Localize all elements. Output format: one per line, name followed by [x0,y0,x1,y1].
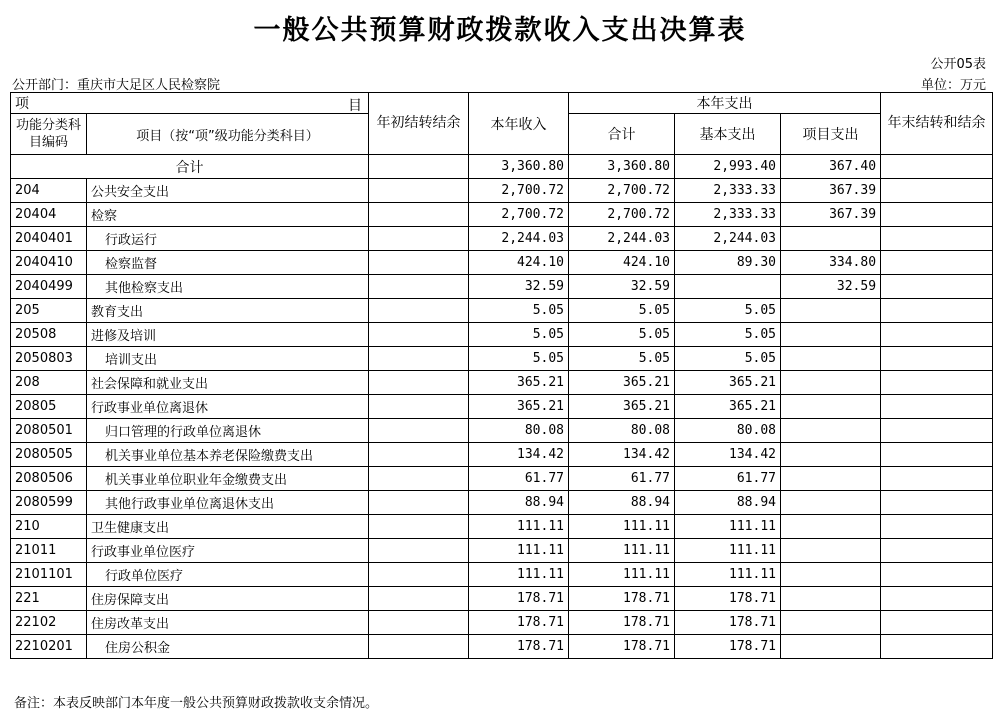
row-code: 2210201 [11,635,87,659]
row-end [881,419,993,443]
row-basic: 61.77 [675,467,781,491]
row-project: 32.59 [781,275,881,299]
row-basic: 2,333.33 [675,179,781,203]
row-project [781,539,881,563]
row-code: 204 [11,179,87,203]
row-basic: 365.21 [675,395,781,419]
row-name: 行政事业单位离退休 [87,395,369,419]
table-row [11,491,993,515]
row-total: 88.94 [569,491,675,515]
row-project [781,323,881,347]
department-label: 公开部门：重庆市大足区人民检察院 [12,78,221,93]
row-code: 20404 [11,203,87,227]
row-end [881,467,993,491]
row-end [881,275,993,299]
row-basic: 5.05 [675,323,781,347]
row-total: 80.08 [569,419,675,443]
row-basic: 2,333.33 [675,203,781,227]
table-row [11,635,993,659]
row-code: 21011 [11,539,87,563]
row-begin [369,515,469,539]
table-row [11,539,993,563]
total-income: 3,360.80 [469,155,569,179]
row-total: 2,700.72 [569,203,675,227]
row-begin [369,227,469,251]
header-project: 项目支出 [781,114,881,155]
row-income: 178.71 [469,635,569,659]
row-total: 111.11 [569,539,675,563]
table-row [11,203,993,227]
row-income: 5.05 [469,347,569,371]
row-begin [369,347,469,371]
table-row [11,371,993,395]
row-income: 2,700.72 [469,179,569,203]
row-name: 住房改革支出 [87,611,369,635]
table-row [11,179,993,203]
header-name: 项目（按“项”级功能分类科目） [87,114,369,155]
total-begin [369,155,469,179]
row-begin [369,323,469,347]
row-project [781,467,881,491]
row-total: 178.71 [569,635,675,659]
row-name: 检察监督 [87,251,369,275]
table-row [11,251,993,275]
row-project [781,347,881,371]
row-code: 22102 [11,611,87,635]
row-income: 88.94 [469,491,569,515]
row-name: 教育支出 [87,299,369,323]
row-basic: 365.21 [675,371,781,395]
row-project [781,635,881,659]
table-row [11,443,993,467]
row-project: 334.80 [781,251,881,275]
header-code: 功能分类科目编码 [11,114,87,155]
row-project [781,395,881,419]
row-name: 卫生健康支出 [87,515,369,539]
row-end [881,347,993,371]
row-name: 公共安全支出 [87,179,369,203]
row-total: 5.05 [569,323,675,347]
table-row [11,299,993,323]
row-basic: 80.08 [675,419,781,443]
unit-label: 单位：万元 [920,78,986,93]
row-end [881,323,993,347]
row-project [781,491,881,515]
row-income: 80.08 [469,419,569,443]
row-end [881,443,993,467]
header-end-balance: 年末结转和结余 [881,93,993,155]
row-total: 424.10 [569,251,675,275]
total-label: 合计 [11,155,369,179]
row-begin [369,251,469,275]
row-basic: 178.71 [675,635,781,659]
row-name: 其他检察支出 [87,275,369,299]
row-code: 2080505 [11,443,87,467]
row-name: 住房公积金 [87,635,369,659]
row-total: 111.11 [569,563,675,587]
row-income: 32.59 [469,275,569,299]
header-item: 项 [15,96,29,112]
row-name: 检察 [87,203,369,227]
row-code: 2040499 [11,275,87,299]
row-income: 5.05 [469,323,569,347]
table-row [11,563,993,587]
header-expenditure: 本年支出 [569,93,881,114]
row-project: 367.39 [781,203,881,227]
row-end [881,611,993,635]
row-name: 行政单位医疗 [87,563,369,587]
row-basic: 5.05 [675,347,781,371]
header-item-right: 目 [348,98,362,114]
row-income: 178.71 [469,587,569,611]
row-project [781,443,881,467]
row-name: 住房保障支出 [87,587,369,611]
row-income: 111.11 [469,539,569,563]
row-code: 2080599 [11,491,87,515]
header-row-1 [11,93,993,114]
row-basic [675,275,781,299]
row-end [881,299,993,323]
row-basic: 134.42 [675,443,781,467]
row-begin [369,563,469,587]
row-project [781,371,881,395]
table-row [11,275,993,299]
row-end [881,203,993,227]
page-title: 一般公共预算财政拨款收入支出决算表 [253,15,747,46]
row-begin [369,635,469,659]
row-income: 61.77 [469,467,569,491]
row-project [781,515,881,539]
table-row [11,395,993,419]
row-total: 5.05 [569,299,675,323]
table-row [11,323,993,347]
row-total: 365.21 [569,395,675,419]
row-income: 5.05 [469,299,569,323]
row-basic: 111.11 [675,515,781,539]
row-basic: 2,244.03 [675,227,781,251]
row-code: 210 [11,515,87,539]
row-basic: 111.11 [675,563,781,587]
total-row [11,155,993,179]
row-code: 205 [11,299,87,323]
row-end [881,587,993,611]
row-end [881,395,993,419]
form-code-line [10,50,990,70]
row-begin [369,443,469,467]
row-name: 其他行政事业单位离退休支出 [87,491,369,515]
row-project [781,299,881,323]
row-begin [369,275,469,299]
row-end [881,371,993,395]
table-row [11,611,993,635]
row-name: 进修及培训 [87,323,369,347]
row-total: 5.05 [569,347,675,371]
row-begin [369,395,469,419]
row-code: 208 [11,371,87,395]
row-income: 111.11 [469,563,569,587]
total-basic: 2,993.40 [675,155,781,179]
row-begin [369,611,469,635]
row-code: 2040410 [11,251,87,275]
row-code: 2101101 [11,563,87,587]
row-code: 2080506 [11,467,87,491]
footer-note: 备注：本表反映部门本年度一般公共预算财政拨款收支余情况。 [14,696,379,711]
row-name: 行政事业单位医疗 [87,539,369,563]
row-begin [369,419,469,443]
row-income: 424.10 [469,251,569,275]
row-end [881,563,993,587]
row-end [881,491,993,515]
header-total: 合计 [569,114,675,155]
table-row [11,515,993,539]
table-row [11,419,993,443]
row-begin [369,203,469,227]
row-name: 归口管理的行政单位离退休 [87,419,369,443]
row-code: 20508 [11,323,87,347]
total-end [881,155,993,179]
row-basic: 111.11 [675,539,781,563]
header-item-cell [11,93,369,114]
row-project [781,611,881,635]
row-end [881,635,993,659]
row-income: 365.21 [469,371,569,395]
row-code: 2040401 [11,227,87,251]
budget-table [10,92,993,659]
row-project [781,587,881,611]
row-code: 2080501 [11,419,87,443]
row-begin [369,539,469,563]
header-basic: 基本支出 [675,114,781,155]
header-income: 本年收入 [469,93,569,155]
row-name: 行政运行 [87,227,369,251]
row-basic: 178.71 [675,587,781,611]
row-total: 178.71 [569,611,675,635]
row-code: 20805 [11,395,87,419]
row-end [881,179,993,203]
row-total: 32.59 [569,275,675,299]
row-code: 221 [11,587,87,611]
row-income: 134.42 [469,443,569,467]
row-begin [369,371,469,395]
row-begin [369,299,469,323]
row-basic: 5.05 [675,299,781,323]
total-total: 3,360.80 [569,155,675,179]
total-project: 367.40 [781,155,881,179]
department-line [10,71,990,91]
row-end [881,227,993,251]
row-project [781,419,881,443]
table-row [11,227,993,251]
row-basic: 89.30 [675,251,781,275]
row-end [881,539,993,563]
row-end [881,515,993,539]
row-total: 178.71 [569,587,675,611]
row-begin [369,467,469,491]
row-basic: 88.94 [675,491,781,515]
row-name: 培训支出 [87,347,369,371]
row-total: 2,244.03 [569,227,675,251]
table-row [11,587,993,611]
row-total: 134.42 [569,443,675,467]
row-begin [369,179,469,203]
row-total: 61.77 [569,467,675,491]
row-income: 365.21 [469,395,569,419]
row-code: 2050803 [11,347,87,371]
form-code: 公开05表 [930,57,986,72]
row-project [781,563,881,587]
row-begin [369,491,469,515]
row-total: 111.11 [569,515,675,539]
row-name: 社会保障和就业支出 [87,371,369,395]
row-income: 2,700.72 [469,203,569,227]
row-income: 111.11 [469,515,569,539]
row-name: 机关事业单位基本养老保险缴费支出 [87,443,369,467]
row-project: 367.39 [781,179,881,203]
header-begin-balance: 年初结转结余 [369,93,469,155]
row-total: 2,700.72 [569,179,675,203]
row-basic: 178.71 [675,611,781,635]
row-begin [369,587,469,611]
row-total: 365.21 [569,371,675,395]
row-project [781,227,881,251]
table-row [11,347,993,371]
row-name: 机关事业单位职业年金缴费支出 [87,467,369,491]
row-income: 2,244.03 [469,227,569,251]
row-income: 178.71 [469,611,569,635]
row-end [881,251,993,275]
table-row [11,467,993,491]
